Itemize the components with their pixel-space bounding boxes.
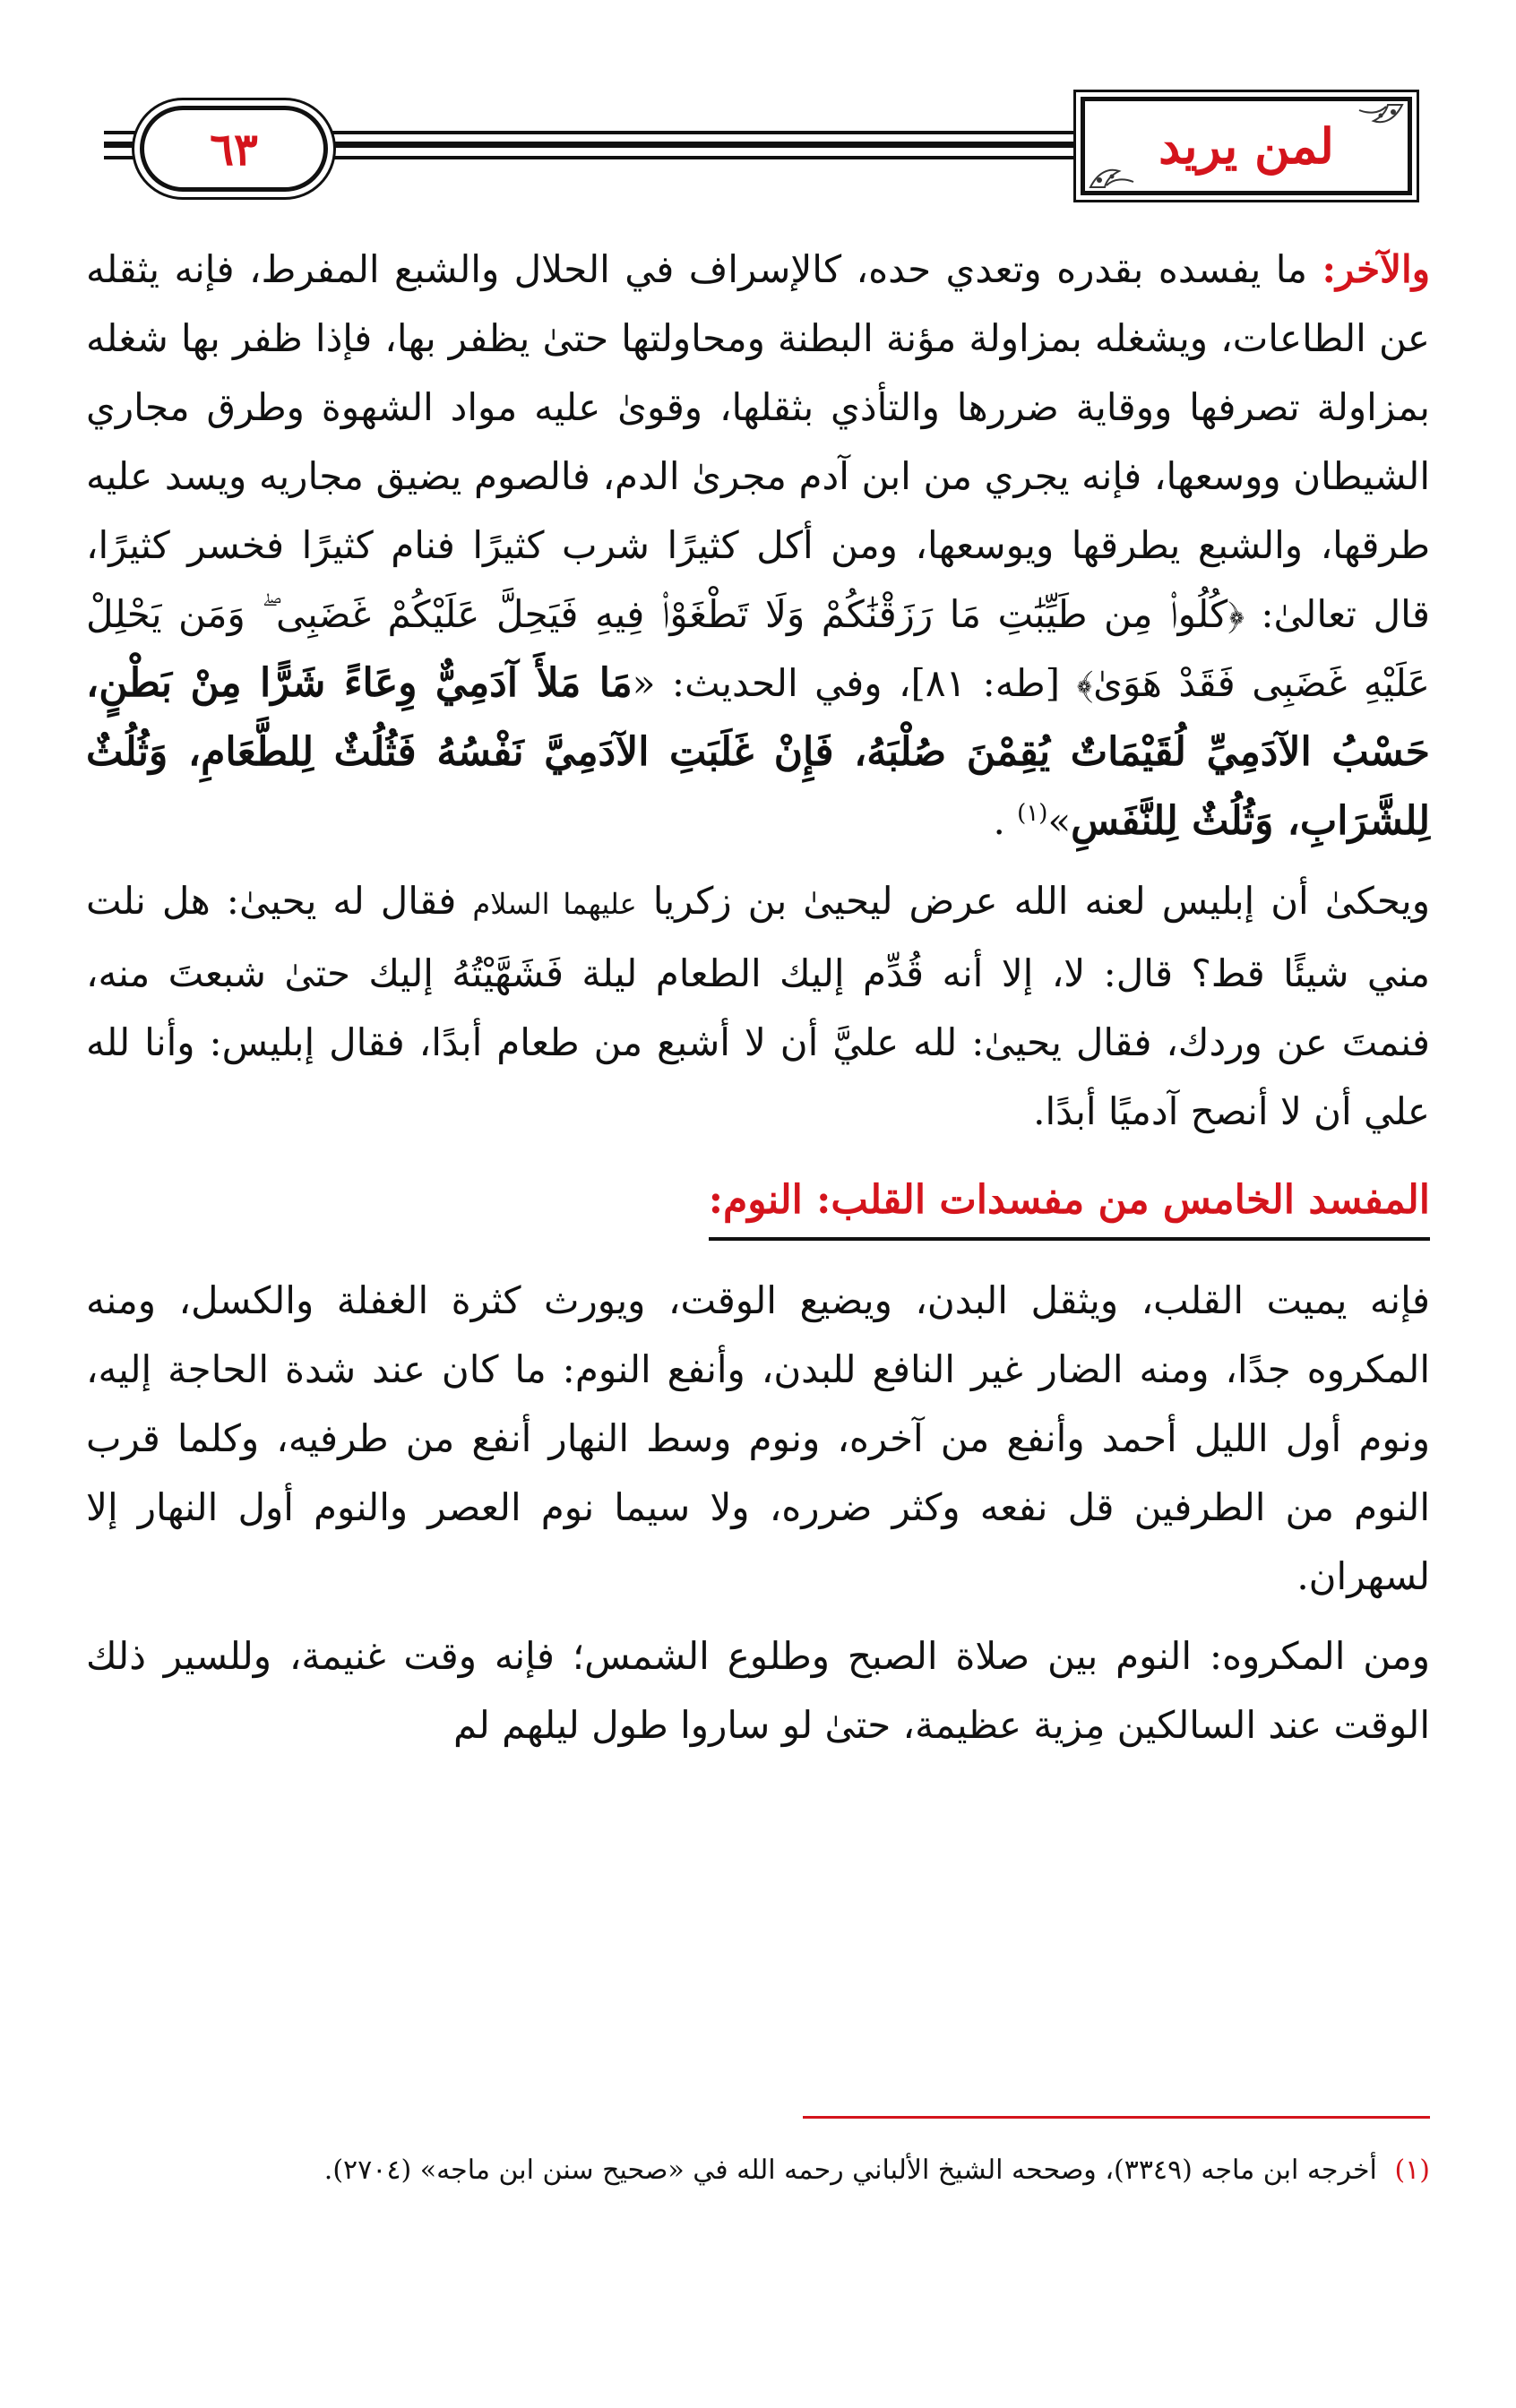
- footnote-separator: [803, 2116, 1430, 2119]
- hadith-text: مَا مَلأَ آدَمِيٌّ وِعَاءً شَرًّا مِنْ بَطْنٍ، حَسْبُ الآدَمِيِّ لُقَيْمَاتٌ يُقِمْنَ صُلْبَهُ، فَإِنْ غَلَبَتِ الآدَمِيَّ نَفْسُهُ فَثُلُثٌ لِلطَّعَامِ، وَثُلُثٌ لِلشَّرَابِ، وَثُلُثٌ لِلنَّفَسِ: [86, 660, 1430, 844]
- main-text: [86, 235, 1430, 1759]
- footnote: [86, 2148, 1430, 2193]
- text-line: يظفر بها، فإذا ظفر بها شغله بمزاولة تصرفها ووقاية ضررها والتأذي بثقلها،: [86, 316, 1430, 429]
- section-heading-wrap: [86, 1153, 1430, 1257]
- text-segment: ويحكىٰ أن إبليس لعنه الله عرض ليحيىٰ بن زكريا: [652, 879, 1430, 923]
- paragraph: [86, 235, 1430, 856]
- text-line: ما يفسده بقدره وتعدي حده، كالإسراف في الحلال والشبع: [393, 247, 1307, 291]
- paragraph: [86, 866, 1430, 1146]
- text-line: ويوسعها، ومن أكل كثيرًا شرب كثيرًا فنام كثيرًا فخسر كثيرًا، قال تعالىٰ:: [86, 523, 1430, 636]
- hadith-close: »: [1047, 799, 1072, 843]
- running-title-box: [1081, 97, 1412, 195]
- text-segment: فقال له يحيىٰ: هل نلت مني شيئًا قط؟ قال: لا، إلا أنه قُدِّم إليك الطعام ليلة فَشَهَّيْتُهُ إليك حتىٰ شبعتَ منه، فنمتَ عن وردك، فقال يحيىٰ: لله عليَّ أن لا أشبع من طعام أبدًا، فقال إبليس: وأنا لله علي أن لا أنصح آدميًا أبدًا.: [86, 879, 1430, 1133]
- keyword: والآخر:: [1322, 247, 1430, 291]
- quran-verse: ﴿كُلُوا۟ مِن طَيِّبَٰتِ مَا رَزَقْنَٰكُمْ وَلَا تَطْغَوْا۟ فِيهِ فَيَحِلَّ عَلَيْكُمْ غَضَبِى ۖ وَمَن يَحْلِلْ عَلَيْهِ غَضَبِى فَقَدْ هَوَىٰ﴾: [86, 592, 1430, 705]
- text-line: وقوىٰ عليه مواد الشهوة وطرق مجاري الشيطان ووسعها، فإنه يجري من: [86, 385, 1430, 498]
- text-segment: فإنه يميت القلب، ويثقل البدن، ويضيع الوقت، ويورث كثرة الغفلة والكسل، ومنه المكروه جدًا، ومنه الضار غير النافع للبدن، وأنفع النوم: ما كان عند شدة الحاجة إليه، ونوم أول الليل أحمد وأنفع من آخره، ونوم وسط النهار أنفع من طرفيه، وكلما قرب النوم من الطرفين قل نفعه وكثر ضرره، ولا سيما نوم العصر والنوم أول النهار إلا لسهران.: [86, 1278, 1430, 1598]
- section-heading: المفسد الخامس من مفسدات القلب: النوم:: [709, 1169, 1430, 1241]
- text-line: المفرط، فإنه يثقله عن الطاعات، ويشغله بمزاولة مؤنة البطنة ومحاولتها حتىٰ: [86, 247, 1430, 360]
- page-number-badge: [140, 106, 328, 192]
- honorific: عليهما السلام: [472, 887, 637, 921]
- paragraph-end: .: [993, 799, 1005, 843]
- page-number: ٦٣: [210, 122, 258, 176]
- page-header: [86, 88, 1430, 204]
- floral-ornament-icon: [1089, 155, 1137, 189]
- paragraph: [86, 1266, 1430, 1611]
- floral-ornament-icon: [1356, 103, 1404, 137]
- text-segment: ومن المكروه: النوم بين صلاة الصبح وطلوع الشمس؛ فإنه وقت غنيمة، وللسير ذلك الوقت عند السالكين مِزية عظيمة، حتىٰ لو ساروا طول ليلهم لم: [86, 1634, 1430, 1747]
- paragraph: [86, 1621, 1430, 1759]
- text-line: ابن آدم مجرىٰ الدم، فالصوم يضيق مجاريه ويسد عليه طرقها، والشبع يطرقها: [86, 454, 1430, 567]
- footnote-text: أخرجه ابن ماجه (٣٣٤٩)، وصححه الشيخ الألباني رحمه الله في «صحيح سنن ابن ماجه» (٢٧٠٤).: [323, 2154, 1377, 2186]
- running-title: لمن يريد: [1159, 117, 1334, 175]
- quran-reference: [طه: ٨١]، وفي الحديث: «: [632, 661, 1061, 705]
- footnote-number: (١): [1394, 2154, 1430, 2186]
- footnote-marker[interactable]: (١): [1017, 800, 1048, 827]
